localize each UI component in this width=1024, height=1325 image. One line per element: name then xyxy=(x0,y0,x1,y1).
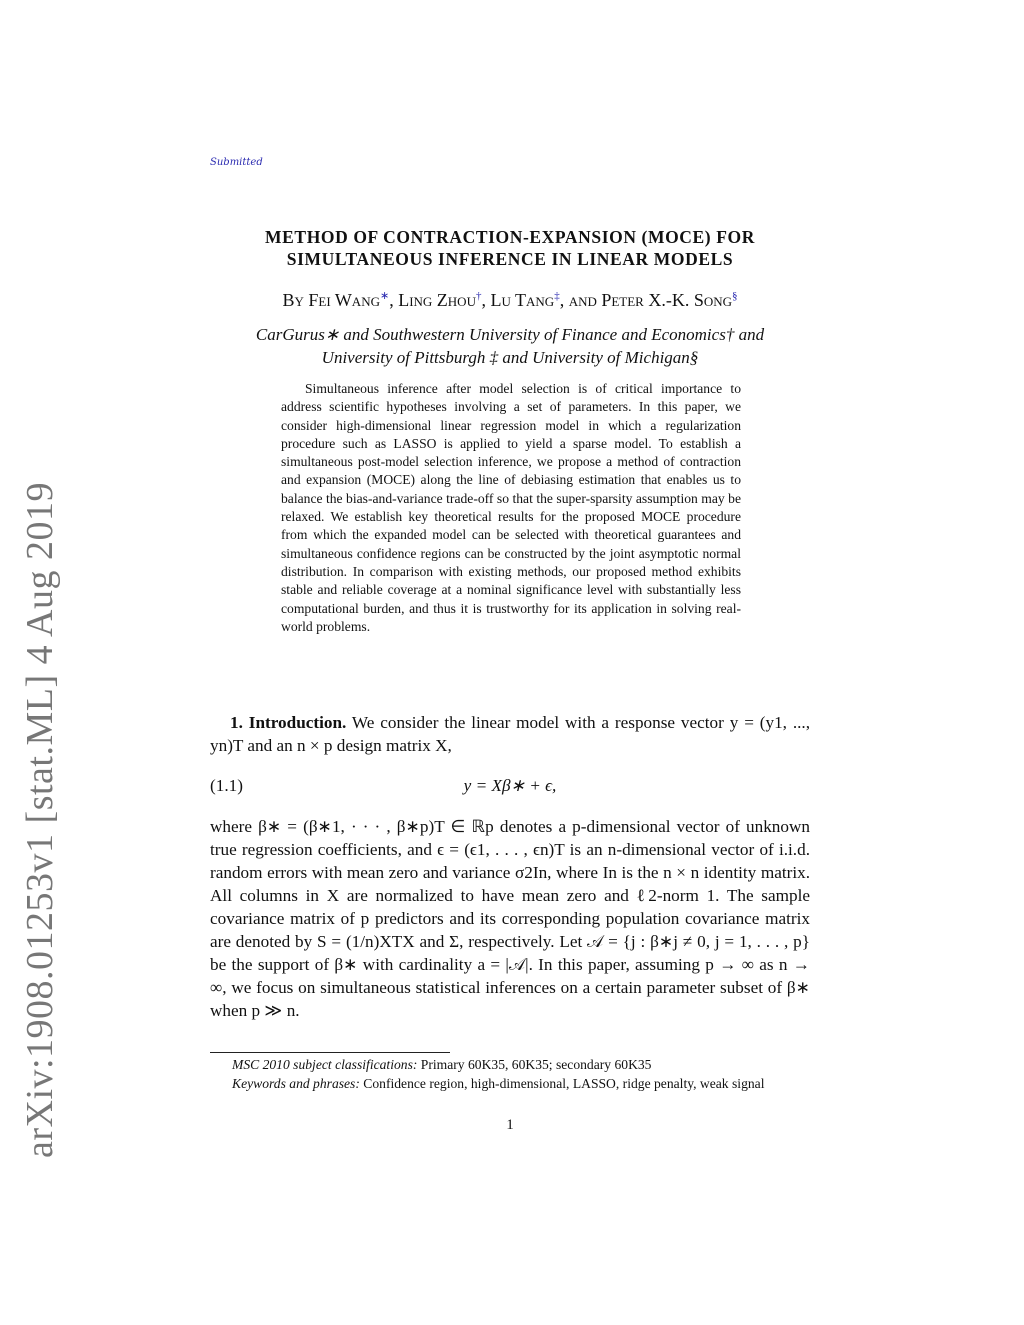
paper-title xyxy=(210,226,810,270)
footnote-keywords xyxy=(210,1075,810,1093)
abstract-text: Simultaneous inference after model selection is of critical importance to address scientific hypotheses involving a set of parameters. In this paper, we consider high-dimensional linear regression model in which a regularization procedure such as LASSO is applied to yield a sparse model. To establish a simultaneous post-model selection inference, we propose a method of contraction and expansion (MOCE) along the line of debiasing estimation that enables us to balance the bias-and-variance trade-off so that the super-sparsity assumption may be relaxed. We establish key theoretical results for the proposed MOCE procedure from which the expanded model can be selected with theoretical guarantees and simultaneous confidence regions can be constructed by the joint asymptotic normal distribution. In comparison with existing methods, our proposed method exhibits stable and reliable coverage at a nominal significance level with substantially less computational burden, and thus it is trustworthy for its application in solving real-world problems. xyxy=(281,381,741,634)
author-sep-3: , and Peter X.-K. Song xyxy=(559,290,733,310)
author-sep-1: , Ling Zhou xyxy=(389,290,476,310)
arxiv-stamp: arXiv:1908.01253v1 [stat.ML] 4 Aug 2019 xyxy=(19,482,61,1159)
author-symbol-2[interactable]: † xyxy=(475,290,482,302)
body-paragraph: where β∗ = (β∗1, · · · , β∗p)T ∈ ℝp denotes a p-dimensional vector of unknown true regression coefficients, and ϵ = (ϵ1, . . . , ϵn)T is an n-dimensional vector of i.i.d. random errors with mean zero and variance σ2In, where In is the n × n identity matrix. All columns in X are normalized to have mean zero and ℓ2-norm 1. The sample covariance matrix of p predictors and its corresponding population covariance matrix are denoted by S = (1/n)XTX and Σ, respectively. Let 𝒜 = {j : β∗j ≠ 0, j = 1, . . . , p} be the support of β∗ with cardinality a = |𝒜|. In this paper, assuming p → ∞ as n → ∞, we focus on simultaneous statistical inferences on a certain parameter subset of β∗ when p ≫ n. xyxy=(210,817,810,1020)
msc-label: MSC 2010 subject classifications: xyxy=(232,1057,418,1072)
affiliation-line-2: University of Pittsburgh ‡ and University of Michigan§ xyxy=(321,348,699,367)
title-line-1: METHOD OF CONTRACTION-EXPANSION (MOCE) FOR xyxy=(265,227,755,247)
affiliations xyxy=(210,323,810,369)
submitted-label[interactable]: Submitted xyxy=(210,157,263,168)
author-sep-2: , Lu Tang xyxy=(481,290,555,310)
footnote-rule xyxy=(210,1052,450,1053)
author-symbol-1[interactable]: ∗ xyxy=(379,290,390,302)
page-number: 1 xyxy=(506,1117,514,1133)
section-heading: 1. Introduction. xyxy=(230,713,347,732)
author-symbol-4[interactable]: § xyxy=(732,290,738,302)
introduction-paragraph xyxy=(210,711,810,757)
footnote-msc xyxy=(210,1056,810,1074)
equation-formula: y = Xβ∗ + ϵ, xyxy=(463,776,557,795)
author-by: By Fei Wang xyxy=(282,290,380,310)
title-line-2: SIMULTANEOUS INFERENCE IN LINEAR MODELS xyxy=(286,249,734,269)
equation-number: (1.1) xyxy=(210,776,243,795)
msc-value: Primary 60K35, 60K35; secondary 60K35 xyxy=(420,1057,652,1072)
author-symbol-3[interactable]: ‡ xyxy=(554,290,560,302)
abstract xyxy=(281,380,741,636)
introduction-text: We consider the linear model with a response vector y = (y1, ..., yn)T and an n × p design matrix X, xyxy=(210,713,811,755)
keywords-label: Keywords and phrases: xyxy=(232,1076,360,1091)
author-byline xyxy=(210,289,810,311)
affiliation-line-1: CarGurus∗ and Southwestern University of Finance and Economics† and xyxy=(255,325,765,344)
keywords-value: Confidence region, high-dimensional, LASSO, ridge penalty, weak signal xyxy=(363,1076,765,1091)
